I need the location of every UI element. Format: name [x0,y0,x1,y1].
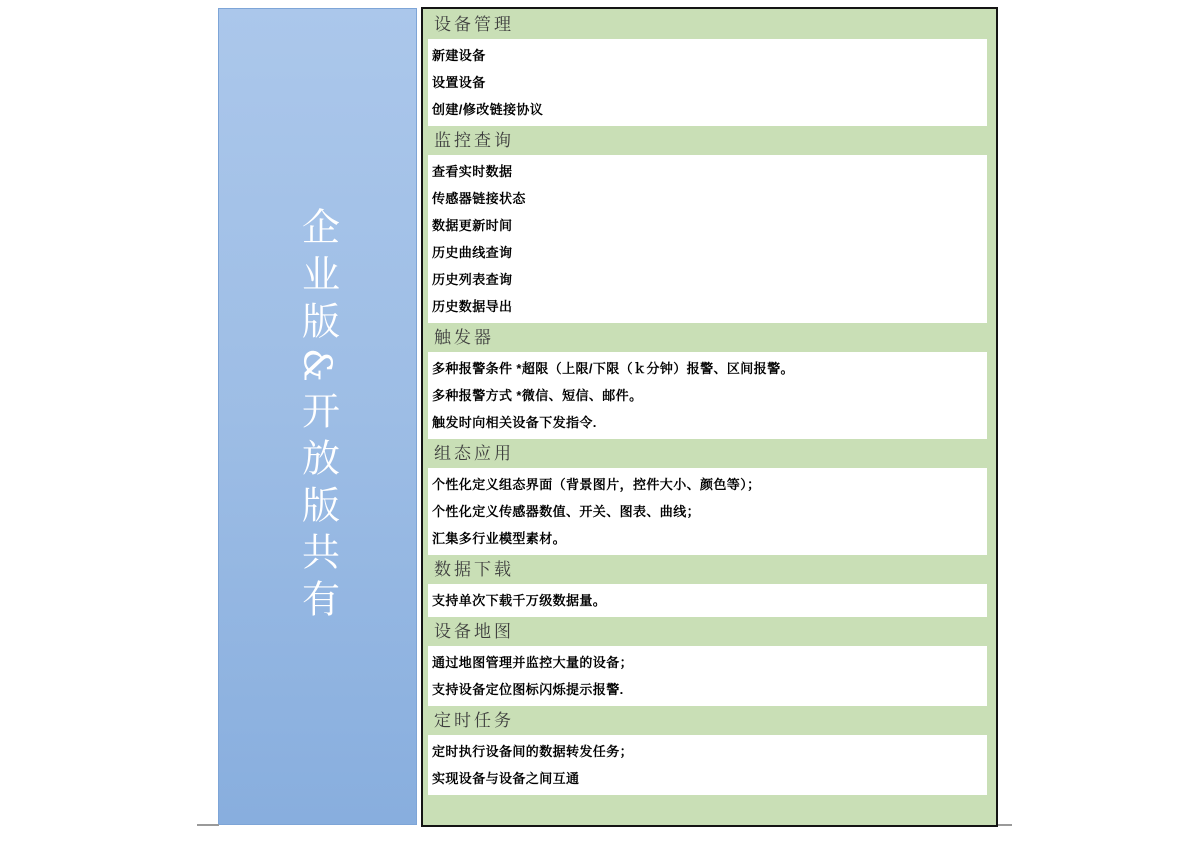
feature-item: 通过地图管理并监控大量的设备； [432,655,634,670]
feature-item: 传感器链接状态 [432,191,526,206]
section-rows [428,39,987,126]
feature-item: 汇集多行业模型素材。 [432,531,567,546]
section-title: 组态应用 [434,444,514,463]
feature-item: 触发时向相关设备下发指令. [432,415,597,430]
feature-item: 新建设备 [432,48,486,63]
feature-item: 历史曲线查询 [432,245,513,260]
section-rows [428,646,987,706]
section-device-map [428,617,987,706]
edition-sidebar-cell [218,8,417,825]
section-title: 触发器 [434,328,494,347]
table-border-fragment-left [197,824,219,826]
section-rows [428,352,987,439]
feature-item: 多种报警方式 *微信、短信、邮件。 [432,388,643,403]
feature-item: 创建/修改链接协议 [432,102,544,117]
feature-item: 支持单次下载千万级数据量。 [432,593,607,608]
feature-item: 定时执行设备间的数据转发任务； [432,744,634,759]
section-title: 监控查询 [434,131,514,150]
section-scada-app [428,439,987,555]
edition-label: 企业版&开放版共有 [295,207,340,626]
section-monitor-query [428,126,987,323]
section-title: 设备管理 [434,15,514,34]
section-rows [428,584,987,617]
feature-panel [421,7,998,827]
section-title: 定时任务 [434,711,514,730]
feature-item: 支持设备定位图标闪烁提示报警. [432,682,624,697]
feature-item: 查看实时数据 [432,164,513,179]
section-scheduled-task [428,706,987,795]
section-title: 数据下载 [434,560,514,579]
feature-item: 个性化定义组态界面（背景图片，控件大小、颜色等）； [432,477,761,492]
feature-item: 数据更新时间 [432,218,513,233]
feature-item: 个性化定义传感器数值、开关、图表、曲线； [432,504,701,519]
feature-item: 历史数据导出 [432,299,513,314]
feature-item: 多种报警条件 *超限（上限/下限（ｋ分钟）报警、区间报警。 [432,361,794,376]
feature-item: 实现设备与设备之间互通 [432,771,580,786]
feature-item: 设置设备 [432,75,486,90]
section-device-management [428,10,987,126]
section-rows [428,468,987,555]
section-trigger [428,323,987,439]
table-border-fragment-right [998,824,1012,826]
section-rows [428,155,987,323]
section-title: 设备地图 [434,622,514,641]
section-rows [428,735,987,795]
feature-item: 历史列表查询 [432,272,513,287]
section-data-download [428,555,987,617]
